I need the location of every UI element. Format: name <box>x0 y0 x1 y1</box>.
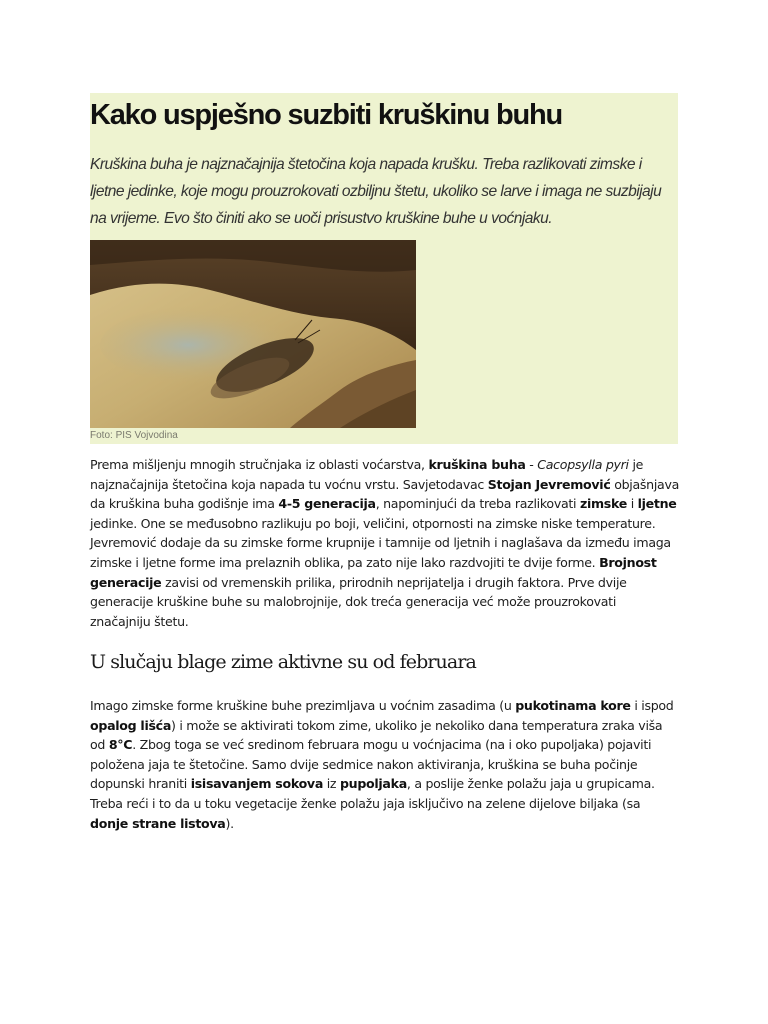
article-paragraph <box>90 696 680 833</box>
article-lead: Kruškina buha je najznačajnija štetočina koja napada krušku. Treba razlikovati zimske i ljetne jedinke, koje mogu prouzrokovati ozbiljnu štetu, ukoliko se larve i imaga ne suzbijaju na vrijeme. Evo što činiti ako se uoči prisustvo kruškine buhe u voćnjaku. <box>90 156 662 227</box>
text-run: je najznačajnija štetočina koja napada tu voćnu vrstu. Savjetodavac <box>90 457 644 492</box>
text-run: i <box>626 496 638 512</box>
bold-term: pukotinama kore <box>515 698 631 713</box>
text-run: Imago zimske forme kruškine buhe prezimljava u voćnim zasadima (u <box>90 698 516 713</box>
bold-term: opalog lišća <box>90 717 172 733</box>
bold-term: donje strane listova <box>90 815 226 831</box>
text-run: iz <box>323 776 340 792</box>
article-subheading: U slučaju blage zime aktivne su od februara <box>90 651 476 673</box>
species-name: Cacopsylla pyri <box>537 457 629 472</box>
text-run: , a poslije ženke polažu jaja u grupicama. Treba reći i to da u toku vegetacije ženke polažu jaja isključivo na zelene dijelove biljaka (sa <box>90 776 655 811</box>
bold-term: 4-5 generacija <box>278 496 376 512</box>
text-run: objašnjava da kruškina buha godišnje ima <box>90 476 680 512</box>
bold-term: zimske <box>579 496 627 512</box>
text-run: i ispod <box>630 698 674 713</box>
text-run: jedinke. One se međusobno razlikuju po boji, veličini, otpornosti na zimske niske temperature. Jevremović dodaje da su zimske forme krupnije i tamnije od ljetnih i naglašava da između imaga zimske i ljetne forme ima prelaznih oblika, pa zato nije lako razdvojiti te dvije forme. <box>90 515 671 570</box>
bold-term: pupoljaka <box>339 776 407 792</box>
article-title: Kako uspješno suzbiti kruškinu buhu <box>90 99 562 131</box>
text-run: - <box>525 457 538 472</box>
text-run: zavisi od vremenskih prilika, prirodnih neprijatelja i drugih faktora. Prve dvije generacije kruškine buhe su malobrojnije, dok treća generacija već može prouzrokovati značajniju štetu. <box>90 574 627 629</box>
bold-term: 8°C <box>108 737 133 753</box>
bold-term: kruškina buha <box>428 457 526 472</box>
text-run: ) i može se aktivirati tokom zime, ukoliko je nekoliko dana temperatura zraka viša od <box>90 717 663 753</box>
text-run: ). <box>225 815 234 831</box>
photo-caption: Foto: PIS Vojvodina <box>90 430 178 441</box>
article-hero <box>90 93 678 444</box>
bold-term: isisavanjem sokova <box>190 776 324 792</box>
bold-term: Brojnost generacije <box>90 554 657 590</box>
text-run: Prema mišljenju mnogih stručnjaka iz oblasti voćarstva, <box>90 457 429 472</box>
bold-term: ljetne <box>637 496 677 512</box>
article-paragraph <box>90 455 680 631</box>
article-photo <box>90 240 416 428</box>
bold-term: Stojan Jevremović <box>487 476 611 492</box>
text-run: . Zbog toga se već sredinom februara mogu u voćnjacima (na i oko pupoljaka) pojaviti položena jaja te štetočine. Samo dvije sedmice nakon aktiviranja, kruškina se buha počinje dopunski hraniti <box>90 737 652 792</box>
text-run: , napominjući da treba razlikovati <box>375 496 580 512</box>
